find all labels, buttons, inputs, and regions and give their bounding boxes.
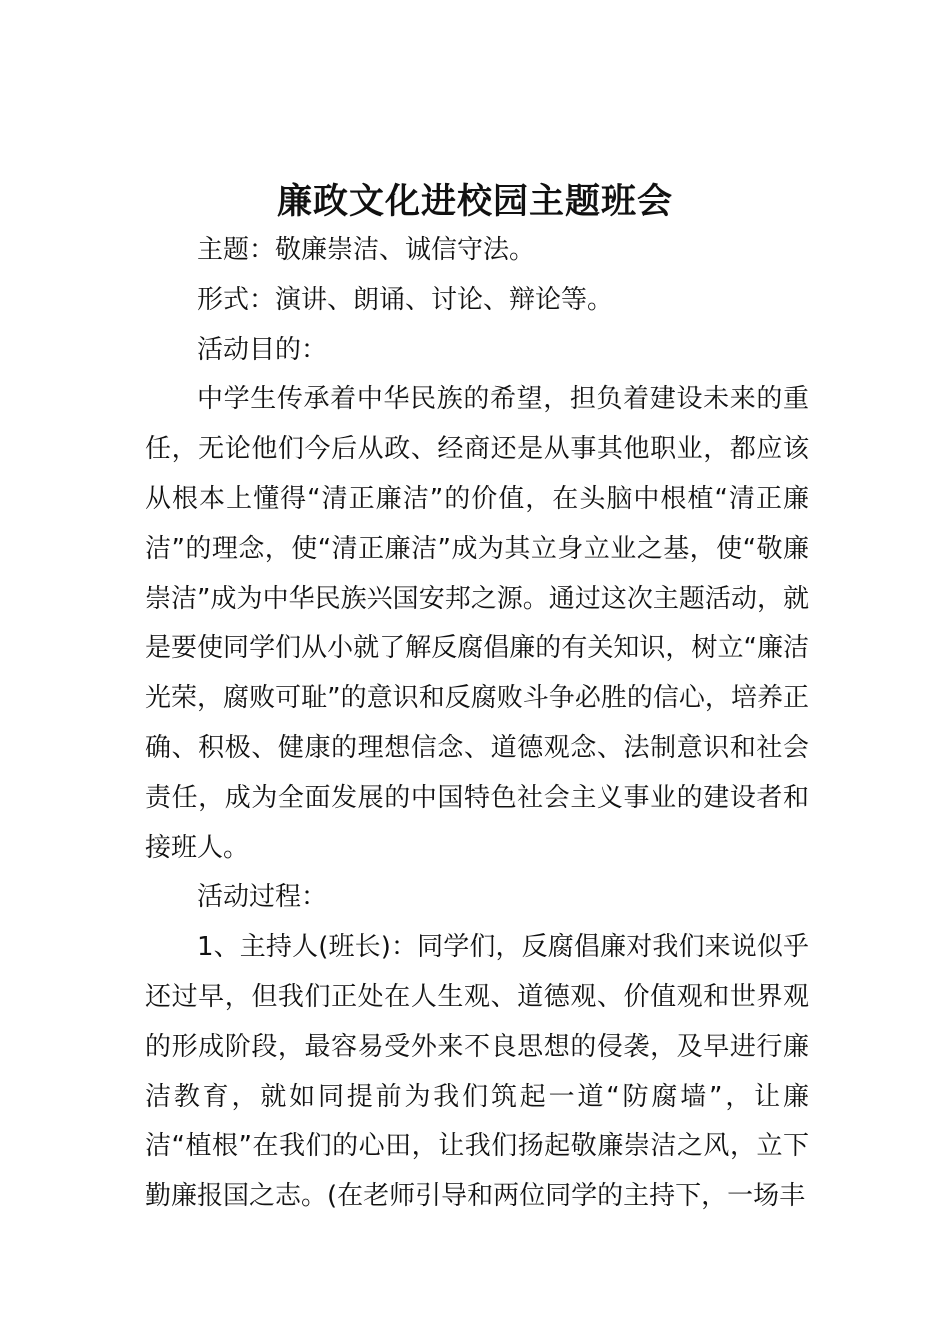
paragraph-theme: 主题：敬廉崇洁、诚信守法。 [197,235,536,265]
document-title: 廉政文化进校园主题班会 [276,182,673,222]
document-body [145,226,809,1222]
paragraph-purpose-text: 中学生传承着中华民族的希望，担负着建设未来的重任，无论他们今后从政、经商还是从事其他职业，都应该从根本上懂得“清正廉洁”的价值，在头脑中根植“清正廉洁”的理念，使“清正廉洁”成为其立身立业之基，使“敬廉崇洁”成为中华民族兴国安邦之源。通过这次主题活动，就是要使同学们从小就了解反腐倡廉的有关知识，树立“廉洁光荣，腐败可耻”的意识和反腐败斗争必胜的信心，培养正确、积极、健康的理想信念、道德观念、法制意识和社会责任，成为全面发展的中国特色社会主义事业的建设者和接班人。 [145,384,809,863]
paragraph-purpose-heading: 活动目的： [197,334,328,365]
paragraph-process-step-1: 1、主持人(班长)：同学们，反腐倡廉对我们来说似乎还过早，但我们正处在人生观、道德观、价值观和世界观的形成阶段，最容易受外来不良思想的侵袭，及早进行廉洁教育，就如同提前为我们筑起一道“防腐墙”，让廉洁“植根”在我们的心田，让我们扬起敬廉崇洁之风，立下勤廉报国之志。(在老师引导和两位同学的主持下，一场丰 [145,932,809,1212]
paragraph-process-heading: 活动过程： [197,882,328,913]
paragraph-format: 形式：演讲、朗诵、讨论、辩论等。 [197,284,614,315]
